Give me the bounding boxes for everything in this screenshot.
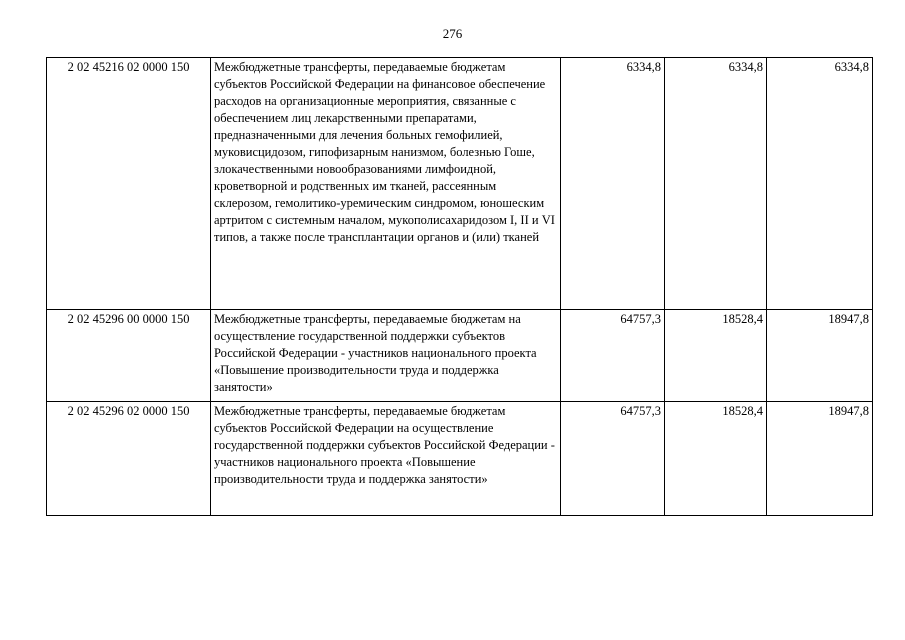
amount-cell-2: 18528,4: [665, 402, 767, 516]
amount-cell-1: 64757,3: [561, 402, 665, 516]
amount-cell-3: 6334,8: [767, 58, 873, 310]
page-number: 276: [442, 26, 463, 41]
budget-code-cell: 2 02 45296 00 0000 150: [47, 310, 211, 402]
budget-code-cell: 2 02 45296 02 0000 150: [47, 402, 211, 516]
amount-cell-1: 6334,8: [561, 58, 665, 310]
description-cell: Межбюджетные трансферты, передаваемые бюджетам на осуществление государственной поддержки субъектов Российской Федерации - участников национального проекта «Повышение производительности труда и поддержка занятости»: [211, 310, 561, 402]
amount-cell-3: 18947,8: [767, 310, 873, 402]
table-row: [47, 402, 873, 516]
amount-cell-3: 18947,8: [767, 402, 873, 516]
table-row: [47, 310, 873, 402]
budget-code-cell: 2 02 45216 02 0000 150: [47, 58, 211, 310]
description-cell: Межбюджетные трансферты, передаваемые бюджетам субъектов Российской Федерации на финансовое обеспечение расходов на организационные мероприятия, связанные с обеспечением лиц лекарственными препаратами, предназначенными для лечения больных гемофилией, муковисцидозом, гипофизарным нанизмом, болезнью Гоше, злокачественными новообразованиями лимфоидной, кроветворной и родственных им тканей, рассеянным склерозом, гемолитико-уремическим синдромом, юношеским артритом с системным началом, мукополисахаридозом I, II и VI типов, а также после трансплантации органов и (или) тканей: [211, 58, 561, 310]
table-row: [47, 58, 873, 310]
budget-revenue-table: [46, 57, 873, 516]
amount-cell-2: 6334,8: [665, 58, 767, 310]
amount-cell-1: 64757,3: [561, 310, 665, 402]
description-cell: Межбюджетные трансферты, передаваемые бюджетам субъектов Российской Федерации на осуществление государственной поддержки субъектов Российской Федерации - участников национального проекта «Повышение производительности труда и поддержка занятости»: [211, 402, 561, 516]
amount-cell-2: 18528,4: [665, 310, 767, 402]
